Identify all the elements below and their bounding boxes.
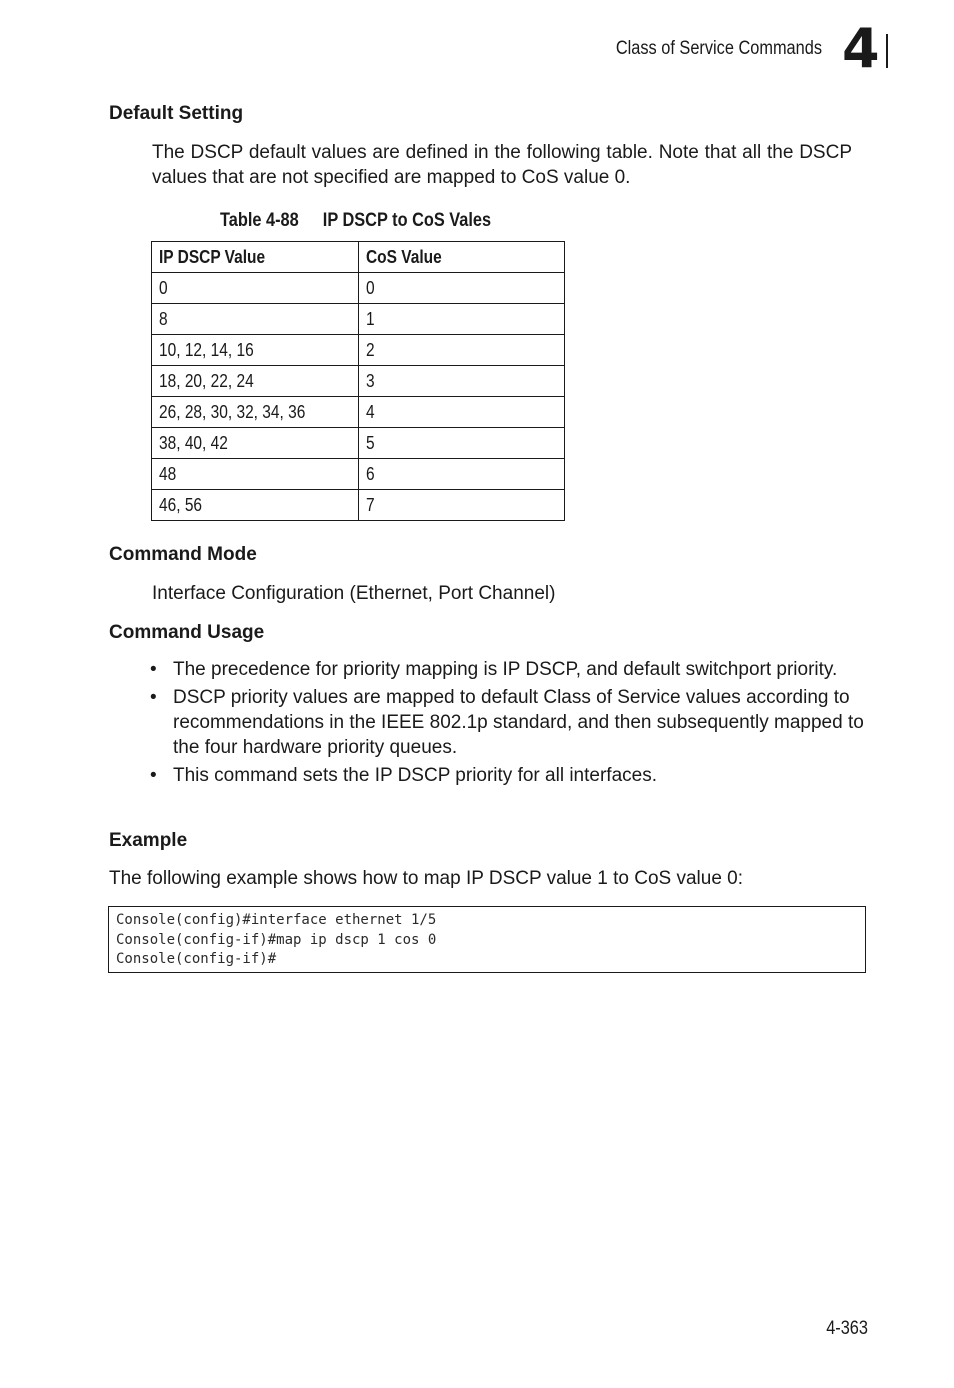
table-row [152, 490, 565, 521]
chapter-number: 4 [842, 17, 878, 80]
table-header-row [152, 242, 565, 273]
cos-cell: 1 [359, 304, 565, 335]
dscp-cell: 48 [152, 459, 359, 490]
page-number: 4-363 [826, 1318, 868, 1339]
command-usage-list [150, 657, 870, 791]
running-header-title: Class of Service Commands [615, 38, 822, 59]
command-usage-heading: Command Usage [109, 622, 265, 643]
list-item: • The precedence for priority mapping is IP DSCP, and default switchport priority. [150, 659, 838, 680]
table-row [152, 304, 565, 335]
table-row [152, 397, 565, 428]
cos-cell: 5 [359, 428, 565, 459]
default-setting-heading: Default Setting [109, 103, 244, 124]
bullet-icon: • [150, 687, 157, 708]
dscp-cell: 8 [152, 304, 359, 335]
chapter-marker-rule [886, 34, 888, 68]
dscp-cell: 46, 56 [152, 490, 359, 521]
list-item: • This command sets the IP DSCP priority for all interfaces. [150, 765, 657, 786]
list-item: • DSCP priority values are mapped to default Class of Service values according to recommendations in the IEEE 802.1p standard, and then subsequently mapped to the four hardware priority queues. [150, 687, 864, 758]
cos-cell: 2 [359, 335, 565, 366]
table-row [152, 273, 565, 304]
bullet-icon: • [150, 765, 157, 786]
example-text: The following example shows how to map IP DSCP value 1 to CoS value 0: [109, 868, 744, 889]
cos-cell: 6 [359, 459, 565, 490]
code-line: Console(config)#interface ethernet 1/5 [116, 912, 437, 928]
code-line: Console(config-if)#map ip dscp 1 cos 0 [116, 931, 437, 948]
dscp-cell: 0 [152, 273, 359, 304]
dscp-cos-table [151, 241, 565, 521]
bullet-icon: • [150, 659, 157, 680]
command-mode-heading: Command Mode [109, 544, 257, 565]
dscp-cell: 18, 20, 22, 24 [152, 366, 359, 397]
table-caption-title: IP DSCP to CoS Vales [322, 210, 492, 231]
code-example [108, 906, 866, 973]
table-row [152, 366, 565, 397]
table-caption [220, 210, 491, 232]
dscp-cell: 10, 12, 14, 16 [152, 335, 359, 366]
cos-cell: 3 [359, 366, 565, 397]
table-row [152, 335, 565, 366]
cos-cell: 7 [359, 490, 565, 521]
command-mode-text: Interface Configuration (Ethernet, Port Channel) [152, 583, 556, 604]
dscp-cell: 38, 40, 42 [152, 428, 359, 459]
cos-cell: 4 [359, 397, 565, 428]
cos-cell: 0 [359, 273, 565, 304]
example-heading: Example [109, 830, 188, 851]
dscp-cell: 26, 28, 30, 32, 34, 36 [152, 397, 359, 428]
default-setting-text: The DSCP default values are defined in the following table. Note that all the DSCP values that are not specified are mapped to CoS value 0. [152, 142, 852, 188]
table-row [152, 428, 565, 459]
table-header-cos: CoS Value [359, 242, 565, 273]
table-caption-number: Table 4-88 [220, 210, 299, 231]
code-line: Console(config-if)# [116, 951, 277, 967]
table-row [152, 459, 565, 490]
table-header-dscp: IP DSCP Value [152, 242, 359, 273]
